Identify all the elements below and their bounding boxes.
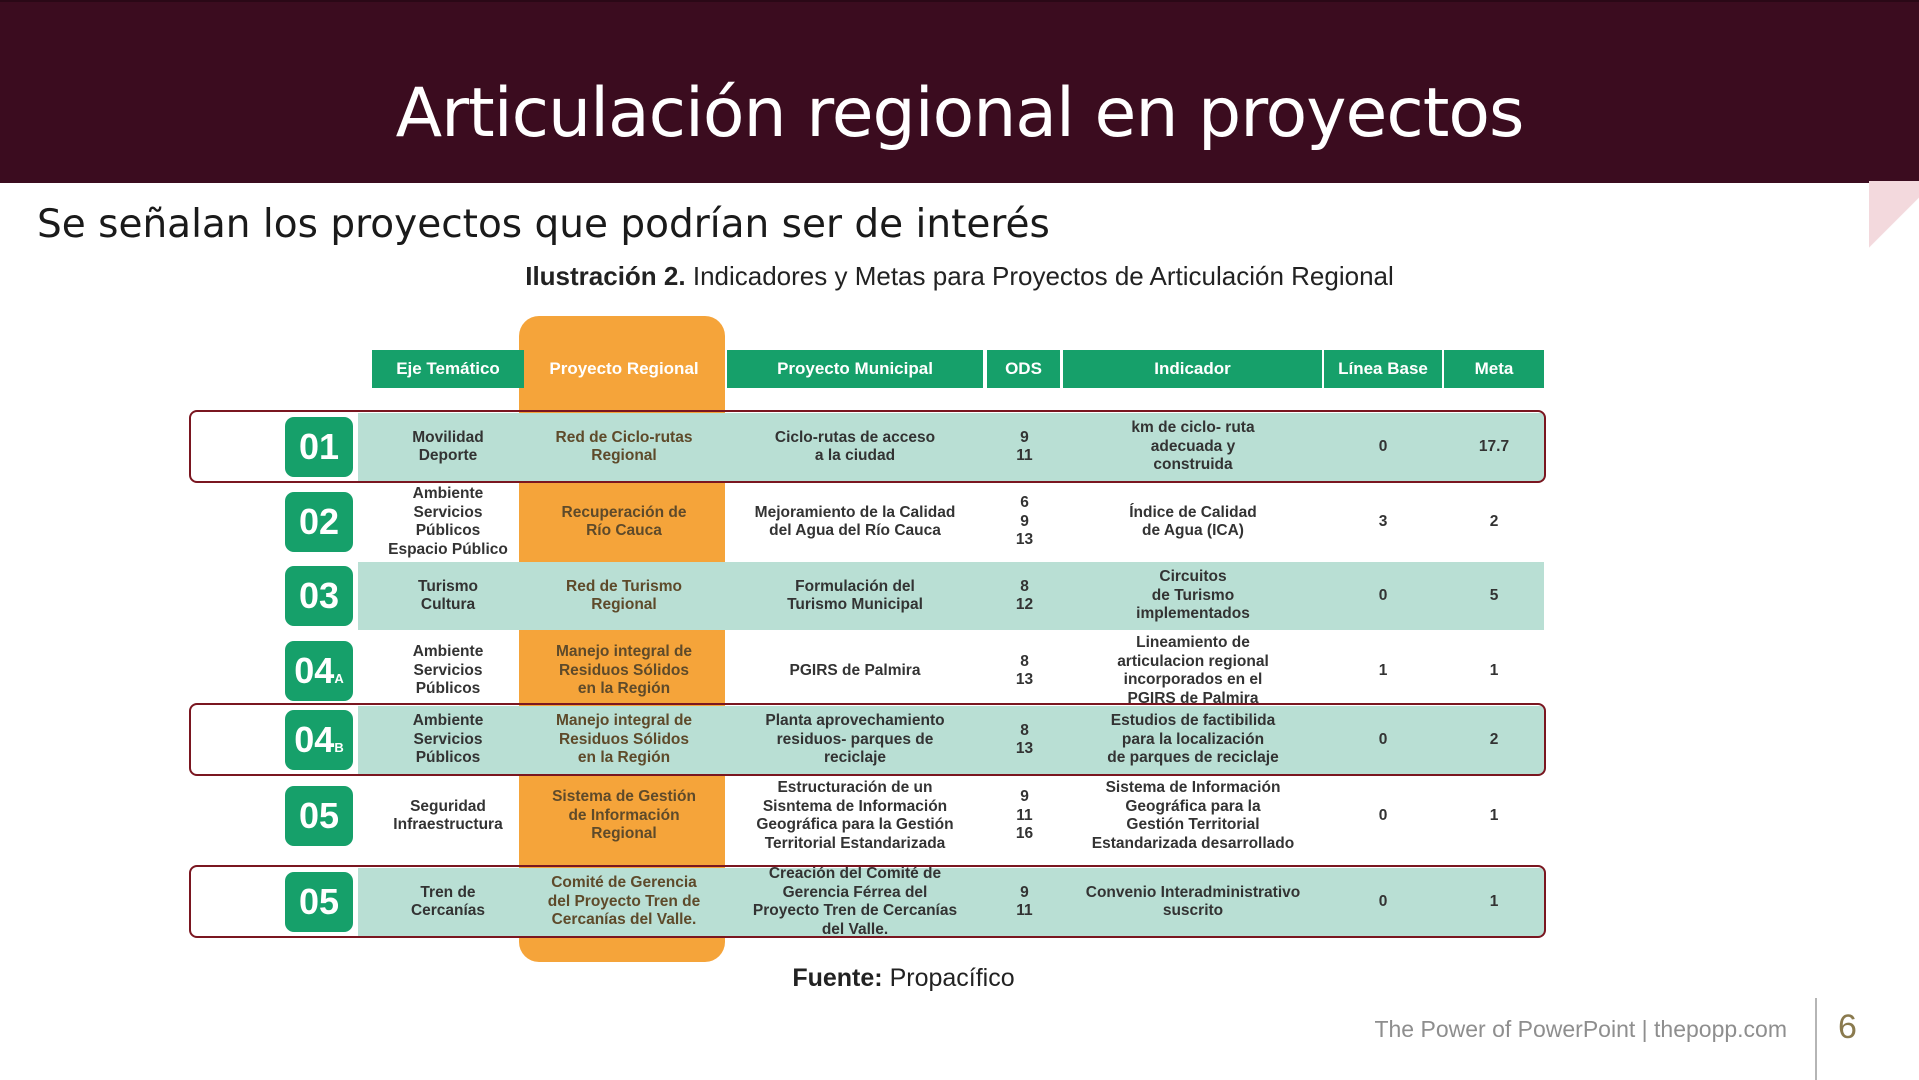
cell-text: 8 13 xyxy=(1015,721,1034,757)
cell-proyecto-regional xyxy=(526,635,722,707)
cell-text: km de ciclo- ruta adecuada y construida xyxy=(1131,419,1255,474)
column-header: Eje Temático xyxy=(372,350,524,388)
slide-subtitle: Se señalan los proyectos que podrían ser de interés xyxy=(37,202,1050,247)
cell-text: Lineamiento de articulacion regional incorporados en el PGIRS de Palmira xyxy=(1117,634,1269,707)
cell-text: 8 12 xyxy=(1015,577,1034,613)
cell-text: 8 13 xyxy=(1015,652,1034,688)
footer-divider xyxy=(1815,998,1817,1080)
cell-text: Planta aprovechamiento residuos- parques de reciclaje xyxy=(765,712,945,767)
row-number-badge xyxy=(285,492,353,552)
cell-text: 2 xyxy=(1489,512,1499,530)
corner-decoration xyxy=(1869,181,1919,251)
badge-suffix: B xyxy=(334,739,344,755)
cell-text: 0 xyxy=(1378,806,1388,824)
cell-text: Formulación del Turismo Municipal xyxy=(787,577,923,613)
cell-proyecto-municipal xyxy=(725,560,985,632)
cell-eje-tematico xyxy=(370,486,526,558)
column-header: ODS xyxy=(987,350,1060,388)
cell-text: Ambiente Servicios Públicos xyxy=(412,712,484,767)
cell-ods xyxy=(987,486,1062,558)
caption-label: Ilustración 2. xyxy=(525,261,686,291)
cell-text: Red de Ciclo-rutas Regional xyxy=(555,428,693,464)
cell-text: PGIRS de Palmira xyxy=(789,661,921,679)
badge-number: 05 xyxy=(298,795,340,836)
cell-meta xyxy=(1444,635,1544,707)
highlight-box xyxy=(189,865,1546,938)
cell-meta xyxy=(1444,780,1544,852)
cell-proyecto-regional xyxy=(526,486,722,558)
cell-linea-base xyxy=(1324,780,1442,852)
cell-text: Estructuración de un Sisntema de Información Geográfica para la Gestión Territorial Estandarizada xyxy=(756,779,954,852)
cell-linea-base xyxy=(1324,486,1442,558)
cell-linea-base xyxy=(1324,560,1442,632)
column-header: Proyecto Regional xyxy=(549,359,699,378)
row-number-badge xyxy=(285,786,353,846)
cell-text: 17.7 xyxy=(1478,437,1510,455)
cell-text: Sistema de Gestión de Información Regional xyxy=(552,788,696,843)
cell-eje-tematico xyxy=(370,635,526,707)
badge-number: 05 xyxy=(298,881,340,922)
cell-text: Índice de Calidad de Agua (ICA) xyxy=(1129,503,1257,539)
row-number-badge xyxy=(285,641,353,701)
title-bar xyxy=(0,0,1919,183)
cell-text: Circuitos de Turismo implementados xyxy=(1136,568,1250,623)
highlight-box xyxy=(189,410,1546,483)
cell-indicador xyxy=(1064,486,1322,558)
cell-eje-tematico xyxy=(370,560,526,632)
cell-text: Red de Turismo Regional xyxy=(566,577,682,613)
badge-number: 04 xyxy=(294,650,335,691)
cell-indicador xyxy=(1064,560,1322,632)
badge-number: 02 xyxy=(298,501,340,542)
cell-text: 5 xyxy=(1489,586,1499,604)
cell-text: 1 xyxy=(1489,806,1499,824)
cell-text: Movilidad Deporte xyxy=(412,428,484,464)
cell-text: 6 9 13 xyxy=(1015,494,1034,549)
badge-number: 01 xyxy=(298,426,340,467)
cell-text: Ciclo-rutas de acceso a la ciudad xyxy=(774,428,936,464)
cell-text: 0 xyxy=(1378,730,1388,748)
cell-ods xyxy=(987,780,1062,852)
cell-proyecto-municipal xyxy=(725,635,985,707)
highlight-box xyxy=(189,703,1546,776)
cell-text: Ambiente Servicios Públicos Espacio Público xyxy=(388,485,508,558)
cell-text: Manejo integral de Residuos Sólidos en la Región xyxy=(555,643,693,698)
cell-eje-tematico xyxy=(370,780,526,852)
cell-indicador xyxy=(1064,780,1322,852)
cell-text: Comité de Gerencia del Proyecto Tren de Cercanías del Valle. xyxy=(547,874,701,929)
cell-text: Estudios de factibilida para la localización de parques de reciclaje xyxy=(1107,712,1279,767)
row-number-badge xyxy=(285,566,353,626)
cell-linea-base xyxy=(1324,635,1442,707)
column-header: Proyecto Municipal xyxy=(727,350,983,388)
caption-text: Indicadores y Metas para Proyectos de Articulación Regional xyxy=(692,261,1394,291)
cell-text: Recuperación de Río Cauca xyxy=(561,503,687,539)
cell-text: 1 xyxy=(1489,892,1499,910)
source-text: Propacífico xyxy=(889,964,1015,992)
slide-title: Articulación regional en proyectos xyxy=(395,74,1524,153)
cell-proyecto-regional xyxy=(526,560,722,632)
cell-text: Sistema de Información Geográfica para la Gestión Territorial Estandarizada desarrollado xyxy=(1091,779,1295,852)
cell-text: 9 11 xyxy=(1016,428,1033,464)
cell-ods xyxy=(987,635,1062,707)
figure-source xyxy=(0,964,1807,993)
column-header: Meta xyxy=(1444,350,1544,388)
cell-ods xyxy=(987,560,1062,632)
cell-meta xyxy=(1444,560,1544,632)
cell-text: 1 xyxy=(1378,661,1388,679)
cell-meta xyxy=(1444,486,1544,558)
cell-text: Seguridad Infraestructura xyxy=(393,797,503,833)
cell-text: Creación del Comité de Gerencia Férrea del Proyecto Tren de Cercanías del Valle. xyxy=(752,865,958,938)
badge-number: 04 xyxy=(294,719,335,760)
footer-text: The Power of PowerPoint | thepopp.com xyxy=(1374,1016,1787,1042)
cell-text: 0 xyxy=(1378,892,1388,910)
column-header: Línea Base xyxy=(1324,350,1442,388)
source-label: Fuente: xyxy=(792,964,883,992)
cell-text: Manejo integral de Residuos Sólidos en la Región xyxy=(555,712,693,767)
cell-text: Tren de Cercanías xyxy=(410,883,486,919)
cell-text: Ambiente Servicios Públicos xyxy=(412,643,484,698)
cell-text: 9 11 16 xyxy=(1015,788,1034,843)
cell-text: 2 xyxy=(1489,730,1499,748)
cell-text: Turismo Cultura xyxy=(418,577,478,613)
cell-text: 9 11 xyxy=(1016,883,1033,919)
figure-caption xyxy=(0,261,1919,292)
cell-text: 0 xyxy=(1378,437,1388,455)
cell-text: 0 xyxy=(1378,586,1388,604)
cell-text: Convenio Interadministrativo suscrito xyxy=(1085,883,1301,919)
cell-proyecto-municipal xyxy=(725,486,985,558)
badge-suffix: A xyxy=(334,670,344,686)
cell-indicador xyxy=(1064,635,1322,707)
column-header: Indicador xyxy=(1063,350,1322,388)
cell-proyecto-regional xyxy=(526,780,722,852)
cell-text: Mejoramiento de la Calidad del Agua del Río Cauca xyxy=(754,503,956,539)
page-number: 6 xyxy=(1838,1008,1857,1046)
cell-text: 3 xyxy=(1378,512,1388,530)
badge-number: 03 xyxy=(298,575,340,616)
cell-text: 1 xyxy=(1489,661,1499,679)
cell-proyecto-municipal xyxy=(725,780,985,852)
